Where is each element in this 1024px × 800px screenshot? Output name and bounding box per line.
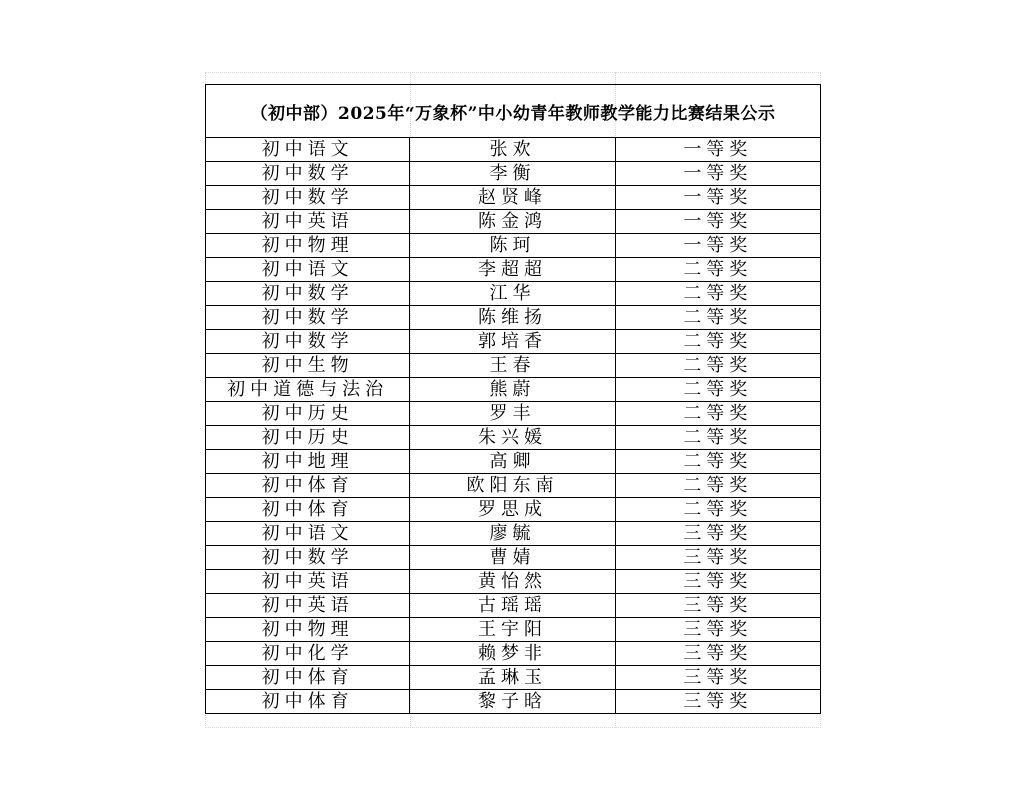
subject-cell[interactable]: 初中数学 bbox=[206, 162, 410, 186]
subject-cell[interactable]: 初中体育 bbox=[206, 666, 410, 690]
award-cell[interactable]: 三等奖 bbox=[615, 642, 820, 666]
gridline bbox=[205, 72, 821, 73]
name-cell[interactable]: 陈珂 bbox=[410, 234, 615, 258]
award-cell[interactable]: 三等奖 bbox=[615, 618, 820, 642]
subject-cell[interactable]: 初中体育 bbox=[206, 690, 410, 714]
subject-cell[interactable]: 初中生物 bbox=[206, 354, 410, 378]
subject-cell[interactable]: 初中道德与法治 bbox=[206, 378, 410, 402]
award-cell[interactable]: 一等奖 bbox=[615, 138, 820, 162]
table-row bbox=[206, 618, 821, 642]
table-row bbox=[206, 570, 821, 594]
award-cell[interactable]: 二等奖 bbox=[615, 282, 820, 306]
award-cell[interactable]: 二等奖 bbox=[615, 474, 820, 498]
name-cell[interactable]: 李衡 bbox=[410, 162, 615, 186]
name-cell[interactable]: 李超超 bbox=[410, 258, 615, 282]
award-cell[interactable]: 一等奖 bbox=[615, 186, 820, 210]
award-cell[interactable]: 二等奖 bbox=[615, 258, 820, 282]
table-row bbox=[206, 354, 821, 378]
subject-cell[interactable]: 初中体育 bbox=[206, 474, 410, 498]
table-row bbox=[206, 474, 821, 498]
table-row bbox=[206, 426, 821, 450]
award-cell[interactable]: 二等奖 bbox=[615, 354, 820, 378]
name-cell[interactable]: 张欢 bbox=[410, 138, 615, 162]
name-cell[interactable]: 王宇阳 bbox=[410, 618, 615, 642]
award-cell[interactable]: 一等奖 bbox=[615, 210, 820, 234]
subject-cell[interactable]: 初中语文 bbox=[206, 522, 410, 546]
table-row bbox=[206, 258, 821, 282]
award-cell[interactable]: 三等奖 bbox=[615, 570, 820, 594]
subject-cell[interactable]: 初中数学 bbox=[206, 306, 410, 330]
subject-cell[interactable]: 初中物理 bbox=[206, 234, 410, 258]
subject-cell[interactable]: 初中物理 bbox=[206, 618, 410, 642]
table-row bbox=[206, 330, 821, 354]
subject-cell[interactable]: 初中体育 bbox=[206, 498, 410, 522]
subject-cell[interactable]: 初中数学 bbox=[206, 330, 410, 354]
table-row bbox=[206, 138, 821, 162]
name-cell[interactable]: 古瑶瑶 bbox=[410, 594, 615, 618]
name-cell[interactable]: 高卿 bbox=[410, 450, 615, 474]
subject-cell[interactable]: 初中地理 bbox=[206, 450, 410, 474]
table-row bbox=[206, 378, 821, 402]
name-cell[interactable]: 赖梦非 bbox=[410, 642, 615, 666]
subject-cell[interactable]: 初中语文 bbox=[206, 138, 410, 162]
table-row bbox=[206, 594, 821, 618]
name-cell[interactable]: 欧阳东南 bbox=[410, 474, 615, 498]
name-cell[interactable]: 熊蔚 bbox=[410, 378, 615, 402]
subject-cell[interactable]: 初中数学 bbox=[206, 282, 410, 306]
name-cell[interactable]: 王春 bbox=[410, 354, 615, 378]
award-cell[interactable]: 二等奖 bbox=[615, 498, 820, 522]
table-row bbox=[206, 498, 821, 522]
table-row bbox=[206, 666, 821, 690]
award-cell[interactable]: 三等奖 bbox=[615, 666, 820, 690]
name-cell[interactable]: 朱兴媛 bbox=[410, 426, 615, 450]
subject-cell[interactable]: 初中英语 bbox=[206, 594, 410, 618]
name-cell[interactable]: 黎子晗 bbox=[410, 690, 615, 714]
table-row bbox=[206, 522, 821, 546]
name-cell[interactable]: 罗丰 bbox=[410, 402, 615, 426]
award-cell[interactable]: 二等奖 bbox=[615, 426, 820, 450]
name-cell[interactable]: 曹婧 bbox=[410, 546, 615, 570]
results-table bbox=[205, 84, 821, 714]
table-row bbox=[206, 210, 821, 234]
award-cell[interactable]: 二等奖 bbox=[615, 402, 820, 426]
name-cell[interactable]: 陈维扬 bbox=[410, 306, 615, 330]
name-cell[interactable]: 江华 bbox=[410, 282, 615, 306]
name-cell[interactable]: 郭培香 bbox=[410, 330, 615, 354]
subject-cell[interactable]: 初中历史 bbox=[206, 402, 410, 426]
award-cell[interactable]: 一等奖 bbox=[615, 162, 820, 186]
table-row bbox=[206, 306, 821, 330]
subject-cell[interactable]: 初中化学 bbox=[206, 642, 410, 666]
table-row bbox=[206, 162, 821, 186]
award-cell[interactable]: 三等奖 bbox=[615, 594, 820, 618]
table-title[interactable]: （初中部）2025年“万象杯”中小幼青年教师教学能力比赛结果公示 bbox=[206, 85, 821, 138]
subject-cell[interactable]: 初中数学 bbox=[206, 186, 410, 210]
name-cell[interactable]: 罗思成 bbox=[410, 498, 615, 522]
table-row bbox=[206, 402, 821, 426]
table-row bbox=[206, 690, 821, 714]
subject-cell[interactable]: 初中数学 bbox=[206, 546, 410, 570]
award-cell[interactable]: 一等奖 bbox=[615, 234, 820, 258]
name-cell[interactable]: 陈金鸿 bbox=[410, 210, 615, 234]
award-cell[interactable]: 二等奖 bbox=[615, 306, 820, 330]
award-cell[interactable]: 三等奖 bbox=[615, 522, 820, 546]
table-row bbox=[206, 450, 821, 474]
name-cell[interactable]: 赵贤峰 bbox=[410, 186, 615, 210]
gridline bbox=[205, 727, 821, 728]
title-row bbox=[206, 85, 821, 138]
table-row bbox=[206, 186, 821, 210]
name-cell[interactable]: 廖毓 bbox=[410, 522, 615, 546]
name-cell[interactable]: 孟琳玉 bbox=[410, 666, 615, 690]
award-cell[interactable]: 二等奖 bbox=[615, 330, 820, 354]
subject-cell[interactable]: 初中历史 bbox=[206, 426, 410, 450]
name-cell[interactable]: 黄怡然 bbox=[410, 570, 615, 594]
table-row bbox=[206, 546, 821, 570]
table-row bbox=[206, 234, 821, 258]
subject-cell[interactable]: 初中英语 bbox=[206, 570, 410, 594]
award-cell[interactable]: 二等奖 bbox=[615, 450, 820, 474]
award-cell[interactable]: 三等奖 bbox=[615, 690, 820, 714]
subject-cell[interactable]: 初中英语 bbox=[206, 210, 410, 234]
award-cell[interactable]: 二等奖 bbox=[615, 378, 820, 402]
table-row bbox=[206, 642, 821, 666]
award-cell[interactable]: 三等奖 bbox=[615, 546, 820, 570]
table-row bbox=[206, 282, 821, 306]
subject-cell[interactable]: 初中语文 bbox=[206, 258, 410, 282]
